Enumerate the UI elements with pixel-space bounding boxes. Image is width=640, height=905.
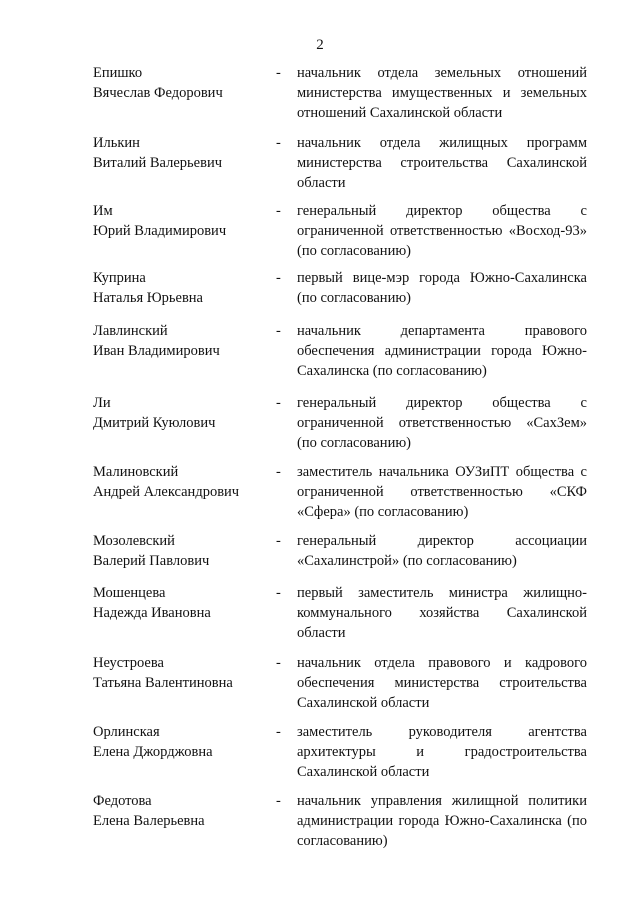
member-position: генеральный директор общества с ограниченной ответственностью «СахЗем» (по согласованию): [297, 395, 587, 451]
page-number: 2: [316, 37, 324, 53]
member-name: [93, 393, 273, 433]
member-position: начальник отдела земельных отношений министерства имущественных и земельных отношений Сахалинской области: [297, 65, 587, 121]
separator-dash: -: [276, 793, 281, 809]
separator-dash: -: [276, 270, 281, 286]
member-position: начальник отдела жилищных программ министерства строительства Сахалинской области: [297, 135, 587, 191]
member-given-name: Надежда Ивановна: [93, 605, 211, 621]
separator-dash: -: [276, 203, 281, 219]
member-given-name: Татьяна Валентиновна: [93, 675, 233, 691]
member-name: [93, 268, 273, 308]
member-name: [93, 63, 273, 103]
member-given-name: Юрий Владимирович: [93, 223, 227, 239]
member-surname: Куприна: [93, 270, 146, 286]
member-position: первый вице-мэр города Южно-Сахалинска (по согласованию): [297, 270, 587, 306]
member-surname: Лавлинский: [93, 323, 168, 339]
member-surname: Малиновский: [93, 464, 179, 480]
member-given-name: Елена Валерьевна: [93, 813, 205, 829]
member-name: [93, 321, 273, 361]
member-given-name: Валерий Павлович: [93, 553, 210, 569]
member-position: генеральный директор общества с ограниченной ответственностью «Восход-93» (по согласованию): [297, 203, 587, 259]
member-surname: Неустроева: [93, 655, 164, 671]
member-position: начальник департамента правового обеспечения администрации города Южно-Сахалинска (по согласованию): [297, 323, 587, 379]
member-given-name: Андрей Александрович: [93, 484, 240, 500]
member-position: начальник отдела правового и кадрового обеспечения министерства строительства Сахалинской области: [297, 655, 587, 711]
member-surname: Федотова: [93, 793, 152, 809]
separator-dash: -: [276, 585, 281, 601]
member-name: [93, 653, 273, 693]
member-position: первый заместитель министра жилищно-коммунального хозяйства Сахалинской области: [297, 585, 587, 641]
member-name: [93, 791, 273, 831]
separator-dash: -: [276, 464, 281, 480]
separator-dash: -: [276, 65, 281, 81]
separator-dash: -: [276, 395, 281, 411]
separator-dash: -: [276, 655, 281, 671]
separator-dash: -: [276, 323, 281, 339]
member-name: [93, 133, 273, 173]
member-position: начальник управления жилищной политики администрации города Южно-Сахалинска (по согласованию): [297, 793, 587, 849]
member-given-name: Наталья Юрьевна: [93, 290, 203, 306]
member-surname: Епишко: [93, 65, 143, 81]
member-name: [93, 462, 273, 502]
member-surname: Илькин: [93, 135, 140, 151]
member-surname: Мозолевский: [93, 533, 175, 549]
member-given-name: Елена Джорджовна: [93, 744, 213, 760]
member-surname: Ли: [93, 395, 111, 411]
member-given-name: Дмитрий Куюлович: [93, 415, 216, 431]
member-position: заместитель руководителя агентства архитектуры и градостроительства Сахалинской области: [297, 724, 587, 780]
member-surname: Орлинская: [93, 724, 160, 740]
member-name: [93, 583, 273, 623]
member-name: [93, 201, 273, 241]
member-given-name: Иван Владимирович: [93, 343, 220, 359]
member-position: генеральный директор ассоциации «Сахалинстрой» (по согласованию): [297, 533, 587, 569]
member-surname: Мошенцева: [93, 585, 166, 601]
member-name: [93, 722, 273, 762]
member-position: заместитель начальника ОУЗиПТ общества с ограниченной ответственностью «СКФ «Сфера» (по согласованию): [297, 464, 587, 520]
member-name: [93, 531, 273, 571]
separator-dash: -: [276, 533, 281, 549]
member-given-name: Виталий Валерьевич: [93, 155, 222, 171]
member-surname: Им: [93, 203, 113, 219]
separator-dash: -: [276, 724, 281, 740]
member-given-name: Вячеслав Федорович: [93, 85, 223, 101]
separator-dash: -: [276, 135, 281, 151]
